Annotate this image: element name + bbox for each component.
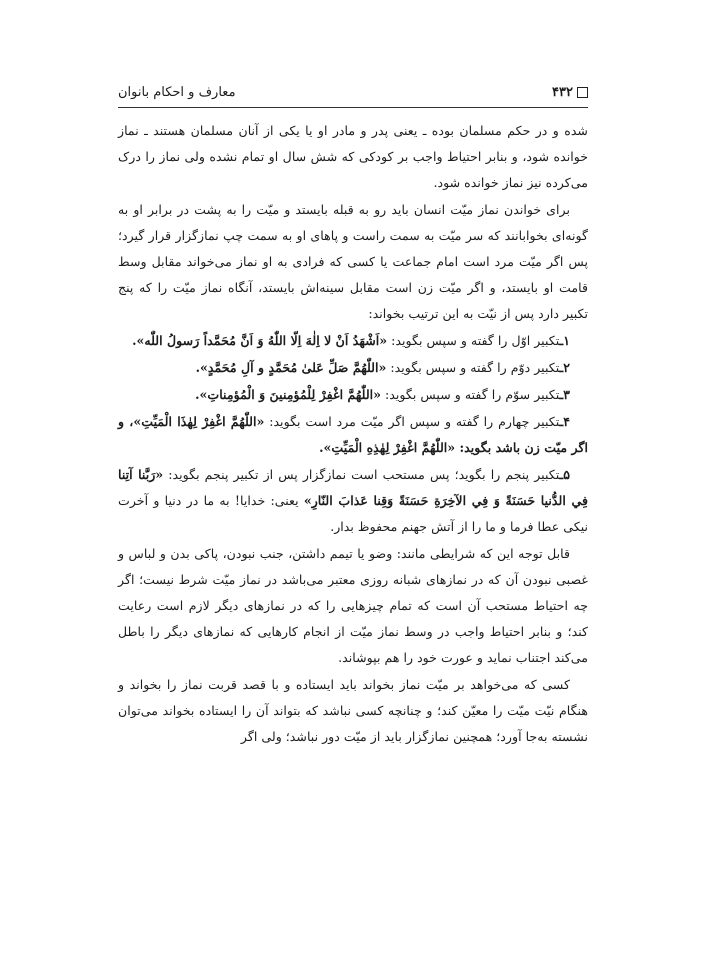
page-body [118, 118, 588, 751]
step-text: تکبیر سوّم را گفته و سپس بگوید: [381, 387, 560, 402]
step-item [118, 382, 588, 408]
step-number: ۵ـ [559, 467, 570, 482]
step-number: ۴ـ [559, 414, 570, 429]
paragraph: شده و در حکم مسلمان بوده ـ یعنی پدر و مادر او یا یکی از آنان مسلمان هستند ـ نماز خوانده شود، و بنابر احتیاط واجب بر کودکی که شش سال او تمام نشده ولی نماز را درک می‌کرده نیز نماز خوانده شود. [118, 123, 588, 190]
page-number: ۴۳۲ [552, 84, 573, 100]
paragraph: برای خواندن نماز میّت انسان باید رو به قبله بایستد و میّت را به پشت در برابر او به گونه‌ای بخوابانند که سر میّت به سمت راست و پاهای او به سمت چپ نمازگزار قرار گیرد؛ پس اگر میّت مرد است امام جماعت یا کسی که فرادی به او نماز می‌خواند مقابل وسط قامت او بایستد، و اگر میّت زن است مقابل سینه‌اش بایستد، آنگاه نماز میّت را که پنج تکبیر دارد پس از نیّت به این ترتیب بخواند: [118, 202, 588, 321]
step-quote: «رَبَّنا آتِنا فِي الدُّنیا حَسَنَةً وَ فِي الآخِرَةِ حَسَنَةً وَقِنا عَذابَ النّارِ» [118, 467, 588, 508]
step-number: ۳ـ [559, 387, 570, 402]
step-number: ۱ـ [559, 333, 570, 348]
step-quote: «اللّٰهُمَّ صَلِّ عَلیٰ مُحَمَّدٍ و آلِ مُحَمَّدٍ». [195, 360, 387, 375]
page-header [118, 80, 588, 104]
step-item [118, 462, 588, 540]
square-bullet-icon [577, 87, 588, 98]
running-title: معارف و احکام بانوان [118, 84, 236, 100]
paragraph: کسی که می‌خواهد بر میّت نماز بخواند باید ایستاده و با قصد قربت نماز را بخواند و هنگام نیّت میّت را معیّن کند؛ و چنانچه کسی نباشد که بتواند آن را ایستاده بخواند می‌توان نشسته به‌جا آورد؛ همچنین نمازگزار باید از میّت دور نباشد؛ ولی اگر [118, 677, 588, 744]
step-text: تکبیر پنجم را بگوید؛ پس مستحب است نمازگزار پس از تکبیر پنجم بگوید: [163, 467, 560, 482]
step-quote: «اللّٰهُمَّ اغْفِرْ لِلْمُؤمِنینَ وَ الْمُؤمِناتِ». [195, 387, 382, 402]
step-after: یعنی: خدایا! به ما در دنیا و آخرت نیکی عطا فرما و ما را از آتش جهنم محفوظ بدار. [118, 493, 588, 534]
step-text: تکبیر اوّل را گفته و سپس بگوید: [387, 333, 560, 348]
step-item [118, 328, 588, 354]
header-divider [118, 107, 588, 108]
step-after: ، و اگر میّت زن باشد بگوید: «اللّٰهُمَّ اغْفِرْ لِهٰذِهِ الْمَیِّتِ». [118, 414, 588, 455]
step-item [118, 409, 588, 461]
step-item [118, 355, 588, 381]
paragraph: قابل توجه این که شرایطی مانند: وضو یا تیمم داشتن، جنب نبودن، پاکی بدن و لباس و غصبی نبودن آن که در نمازهای شبانه روزی معتبر می‌باشد در نماز میّت شرط نیست؛ اگر چه احتیاط مستحب آن است که تمام چیزهایی را که در نمازهای دیگر لازم است رعایت کند؛ و بنابر احتیاط واجب در وسط نماز میّت از انجام کارهایی که نمازهای دیگر را باطل می‌کند اجتناب نماید و عورت خود را هم بپوشاند. [118, 546, 588, 665]
step-text: تکبیر دوّم را گفته و سپس بگوید: [386, 360, 560, 375]
step-number: ۲ـ [559, 360, 570, 375]
step-quote: «اللّٰهُمَّ اغْفِرْ لِهٰذَا الْمَیِّتِ» [133, 414, 265, 429]
page-number-block [552, 85, 588, 100]
step-quote: «اَشْهَدُ اَنْ لا اِلٰهَ اِلّا اللّٰهُ وَ اَنَّ مُحَمَّداً رَسولُ اللّٰه». [132, 333, 388, 348]
step-text: تکبیر چهارم را گفته و سپس اگر میّت مرد است بگوید: [264, 414, 560, 429]
